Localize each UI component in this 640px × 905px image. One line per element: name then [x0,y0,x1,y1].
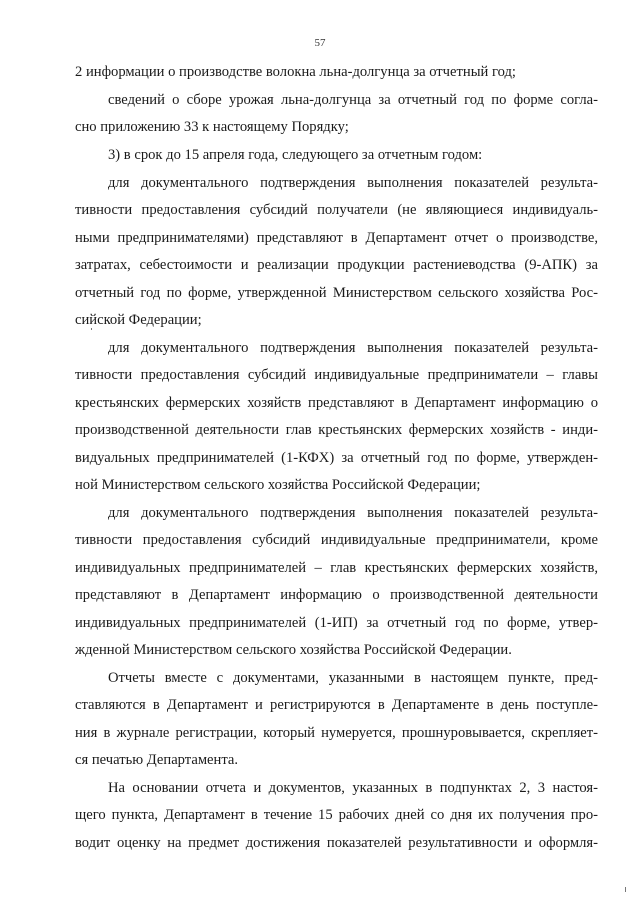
text-line: водит оценку на предмет достижения показателей результативности и оформля- [75,835,598,851]
page-number: 57 [314,37,326,49]
text-line: ния в журнале регистрации, который нумеруется, прошнуровывается, скрепляет- [75,725,598,741]
text-line: жденной Министерством сельского хозяйства Российской Федерации. [75,642,512,658]
text-line: отчетный год по форме, утвержденной Министерством сельского хозяйства Рос- [75,285,598,301]
text-line: ной Министерством сельского хозяйства Российской Федерации; [75,477,481,493]
text-line: индивидуальных предпринимателей – глав крестьянских фермерских хозяйств, [75,560,598,576]
scan-speck [91,328,92,330]
text-line: для документального подтверждения выполнения показателей результа- [108,175,598,191]
text-line: видуальных предпринимателей (1-КФХ) за отчетный год по форме, утвержден- [75,450,598,466]
text-line: 3) в срок до 15 апреля года, следующего за отчетным годом: [108,147,483,163]
text-line: для документального подтверждения выполнения показателей результа- [108,340,598,356]
text-line: ся печатью Департамента. [75,752,239,768]
text-line: щего пункта, Департамент в течение 15 рабочих дней со дня их получения про- [75,807,598,823]
text-line: Отчеты вместе с документами, указанными в настоящем пункте, пред- [108,670,598,686]
text-line: тивности предоставления субсидий получатели (не являющиеся индивидуаль- [75,202,598,218]
text-line: сно приложению 33 к настоящему Порядку; [75,119,349,135]
text-line: ными предпринимателями) представляют в Департамент отчет о производстве, [75,230,598,246]
scan-speck [625,887,626,892]
text-line: для документального подтверждения выполнения показателей результа- [108,505,598,521]
text-line: индивидуальных предпринимателей (1-ИП) за отчетный год по форме, утвер- [75,615,598,631]
text-line: затратах, себестоимости и реализации продукции растениеводства (9-АПК) за [75,257,598,273]
text-line: сийской Федерации; [75,312,202,328]
text-line: ставляются в Департамент и регистрируются в Департаменте в день поступле- [75,697,598,713]
text-line: производственной деятельности глав крестьянских фермерских хозяйств - инди- [75,422,598,438]
text-line: тивности предоставления субсидий индивидуальные предприниматели – главы [75,367,598,383]
text-line: представляют в Департамент информацию о производственной деятельности [75,587,598,603]
text-line: сведений о сборе урожая льна-долгунца за отчетный год по форме согла- [108,92,598,108]
text-line: тивности предоставления субсидий индивидуальные предприниматели, кроме [75,532,598,548]
text-line: крестьянских фермерских хозяйств представляют в Департамент информацию о [75,395,598,411]
text-line: 2 информации о производстве волокна льна-долгунца за отчетный год; [75,64,516,80]
text-line: На основании отчета и документов, указанных в подпунктах 2, 3 настоя- [108,780,598,796]
